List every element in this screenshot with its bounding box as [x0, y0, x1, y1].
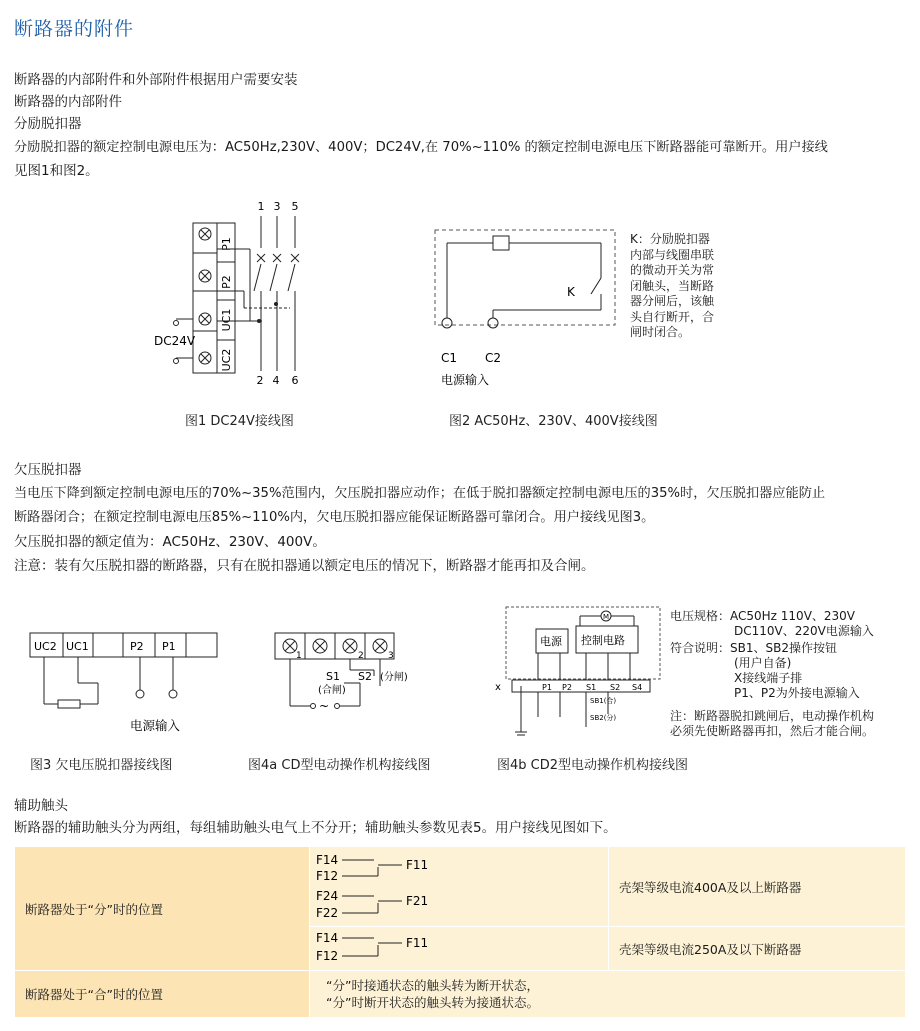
contact-diagram-upper [310, 847, 608, 923]
fig1-bottom-num-2: 2 [256, 374, 264, 387]
fig1-terminal-p2: P2 [220, 275, 233, 289]
fig3-diagram [28, 628, 228, 743]
table-row [15, 971, 906, 1018]
contact-f14-small: F14 [316, 931, 339, 945]
fig3-supply-label: 电源输入 [130, 718, 181, 733]
fig1-terminal-p1: P1 [220, 237, 233, 251]
fig4a-s1-sub: (合闸) [318, 685, 346, 696]
fig1-terminal-uc2: UC2 [220, 348, 233, 372]
shunt-release-desc: 分励脱扣器的额定控制电源电压为：AC50Hz,230V、400V；DC24V,在 70%~110% 的额定控制电源电压下断路器能可靠断开。用户接线 [14, 140, 828, 155]
contact-f14: F14 [316, 853, 339, 867]
shunt-release-heading: 分励脱扣器 [14, 116, 82, 132]
fig4b-x-label: x [495, 682, 501, 693]
auxiliary-desc: 断路器的辅助触头分为两组，每组辅助触头电气上不分开；辅助触头参数见表5。用户接线见图如下。 [14, 820, 617, 836]
fig1-top-num-3: 3 [273, 200, 281, 213]
fig4b-legend-line: X接线端子排 [734, 671, 803, 685]
closed-state-desc [310, 971, 906, 1018]
fig4a-diagram [272, 628, 408, 723]
fig4b-legend-line: P1、P2为外接电源输入 [734, 686, 860, 700]
contact-f11: F11 [406, 858, 429, 872]
fig2-supply-label: 电源输入 [441, 373, 490, 387]
fig4b-spec-line: 电压规格：AC50Hz 110V、230V [670, 609, 856, 623]
fig4a-terminal-3: 3 [388, 651, 394, 661]
fig4b-note-line: 注：断路器脱扣跳闸后，电动操作机构 [670, 709, 875, 723]
fig4b-control-box: 控制电路 [581, 634, 625, 647]
fig2-terminal-c2: C2 [485, 351, 502, 365]
fig4a-s2-sub: (分闸) [380, 672, 408, 683]
fig2-note-line: 闭触头，当断路 [630, 278, 715, 293]
fig4a-terminal-1: 1 [296, 651, 302, 661]
fig3-terminal-p2: P2 [130, 640, 144, 653]
fig4b-power-box: 电源 [540, 635, 562, 648]
contact-f21: F21 [406, 894, 429, 908]
intro-line-1: 断路器的内部附件和外部附件根据用户需要安装 [14, 72, 298, 88]
fig1-diagram [140, 196, 320, 396]
fig4b-legend-line: (用户自备) [734, 656, 792, 670]
fig3-terminal-uc2: UC2 [34, 640, 57, 653]
undervoltage-desc-2: 断路器闭合；在额定控制电源电压85%~110%内，欠电压脱扣器应能保证断路器可靠闭合。用户接线见图3。 [14, 510, 655, 525]
undervoltage-note: 注意：装有欠压脱扣器的断路器，只有在脱扣器通以额定电压的情况下，断路器才能再扣及合闸。 [14, 558, 595, 574]
fig4b-legend-line: 符合说明：SB1、SB2操作按钮 [670, 641, 837, 655]
fig3-terminal-uc1: UC1 [66, 640, 89, 653]
fig4b-sb1: SB1(合) [590, 697, 617, 705]
desc-250a-below: 壳架等级电流250A及以下断路器 [609, 927, 906, 971]
undervoltage-rating: 欠压脱扣器的额定值为：AC50Hz、230V、400V。 [14, 534, 326, 550]
fig2-note [630, 232, 714, 341]
fig4b-terminal-s2: S2 [610, 683, 621, 692]
fig2-terminal-c1: C1 [441, 351, 458, 365]
fig4a-ac-symbol: ~ [319, 699, 330, 713]
fig1-caption: 图1 DC24V接线图 [185, 414, 294, 429]
fig4b-terminal-s4: S4 [632, 683, 643, 692]
fig4b-diagram [490, 602, 670, 742]
fig4b-caption: 图4b CD2型电动操作机构接线图 [497, 758, 689, 773]
fig2-note-line: 头自行断开，合 [630, 309, 715, 324]
contact-f11-small: F11 [406, 936, 429, 950]
contact-f12-small: F12 [316, 949, 339, 963]
fig4a-terminal-2: 2 [358, 651, 364, 661]
fig4a-s1-label: S1 [326, 670, 340, 683]
fig2-contact-label: K [567, 285, 575, 299]
row-closed-label: 断路器处于“合”时的位置 [15, 971, 310, 1018]
closed-state-line: “分”时接通状态的触头转为断开状态， [326, 978, 539, 993]
fig1-top-num-5: 5 [291, 200, 299, 213]
fig4b-motor-label: M [603, 613, 610, 621]
contact-diagram-lower [310, 927, 608, 967]
fig4b-terminal-p1: P1 [542, 683, 552, 692]
auxiliary-contact-table [14, 846, 906, 1018]
fig4b-sb2: SB2(分) [590, 714, 617, 722]
page-title: 断路器的附件 [14, 18, 135, 40]
intro-line-2: 断路器的内部附件 [14, 94, 122, 110]
desc-400a-above: 壳架等级电流400A及以上断路器 [609, 847, 906, 927]
contact-diagram-group-3 [310, 927, 609, 971]
fig2-diagram [425, 220, 625, 390]
fig1-terminal-uc1: UC1 [220, 308, 233, 332]
fig1-bottom-num-4: 4 [272, 374, 280, 387]
fig1-bottom-num-6: 6 [291, 374, 299, 387]
fig2-note-line: 器分闸后，该触 [630, 294, 715, 308]
fig2-caption: 图2 AC50Hz、230V、400V接线图 [449, 414, 658, 429]
fig2-note-line: 内部与线圈串联 [630, 247, 715, 262]
fig3-caption: 图3 欠电压脱扣器接线图 [30, 758, 173, 773]
fig4b-terminal-s1: S1 [586, 683, 597, 692]
contact-diagram-group-1-2 [310, 847, 609, 927]
fig2-note-line: 的微动开关为常 [630, 263, 715, 277]
fig2-note-line: K：分励脱扣器 [630, 232, 710, 246]
contact-f22: F22 [316, 906, 339, 920]
fig2-note-line: 闸时闭合。 [630, 325, 691, 339]
undervoltage-desc-1: 当电压下降到额定控制电源电压的70%~35%范围内，欠压脱扣器应动作；在低于脱扣器额定控制电源电压的35%时，欠压脱扣器应能防止 [14, 486, 826, 501]
contact-f24: F24 [316, 889, 339, 903]
closed-state-line: “分”时断开状态的触头转为接通状态。 [326, 995, 539, 1010]
fig4a-caption: 图4a CD型电动操作机构接线图 [248, 758, 431, 773]
fig4b-terminal-p2: P2 [562, 683, 572, 692]
contact-f12: F12 [316, 869, 339, 883]
auxiliary-heading: 辅助触头 [14, 798, 68, 814]
fig1-top-num-1: 1 [257, 200, 265, 213]
row-open-label: 断路器处于“分”时的位置 [15, 847, 310, 971]
fig1-supply-label: DC24V [154, 334, 196, 348]
fig4b-spec-line: DC110V、220V电源输入 [734, 624, 874, 638]
fig4b-note-line: 必须先使断路器再扣，然后才能合闸。 [670, 724, 875, 738]
fig4a-s2-label: S2 [358, 670, 372, 683]
table-row [15, 847, 906, 927]
undervoltage-heading: 欠压脱扣器 [14, 462, 82, 478]
fig4b-legend [670, 609, 874, 739]
fig3-terminal-p1: P1 [162, 640, 176, 653]
shunt-release-desc-2: 见图1和图2。 [14, 163, 99, 179]
